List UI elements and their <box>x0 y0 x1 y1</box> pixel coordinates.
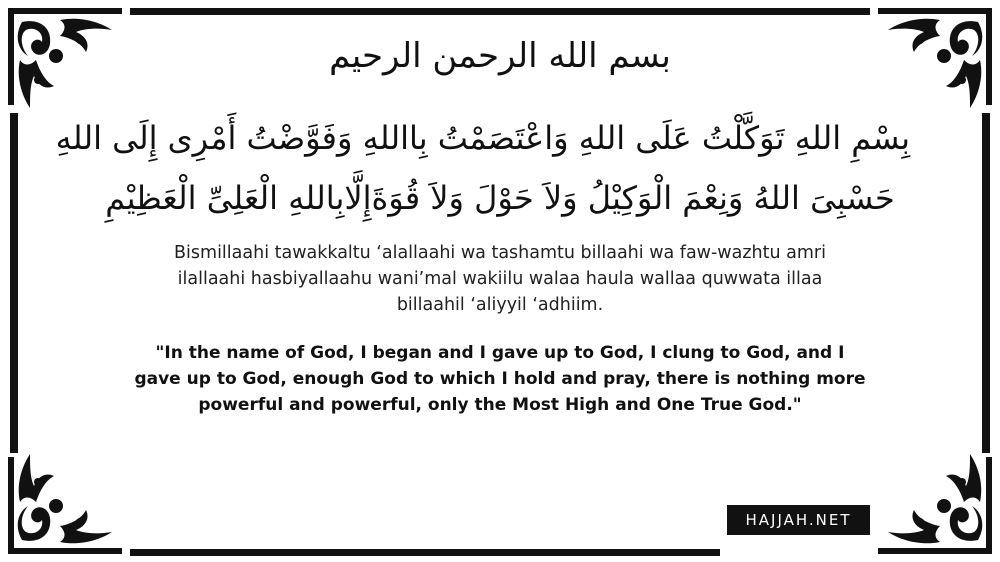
left-border-bar <box>10 113 18 453</box>
top-border-bar <box>130 8 870 15</box>
ornament-corner-top-right-icon <box>875 0 1000 110</box>
basmala-heading: بسم الله الرحمن الرحيم <box>329 36 671 76</box>
ornament-corner-top-left-icon <box>0 0 125 110</box>
site-watermark: HAJJAH.NET <box>727 505 870 535</box>
dua-arabic-text <box>55 108 910 228</box>
dua-arabic-line: حَسْبِىَ اللهُ وَنِعْمَ الْوَكِيْلُ وَلاَ حَوْلَ وَلاَ قُوَةَإِلَّابِاللهِ الْعَلِىِّ الْعَظِيْمِ <box>105 179 895 217</box>
ornament-corner-bottom-left-icon <box>0 452 125 562</box>
dua-transliteration <box>120 240 880 318</box>
transliteration-line: ilallaahi hasbiyallaahu wani’mal wakiilu walaa haula wallaa quwwata illaa <box>177 269 823 289</box>
meaning-line: powerful and powerful, only the Most High and One True God." <box>198 395 802 415</box>
transliteration-line: billaahil ‘aliyyil ‘adhiim. <box>396 295 604 315</box>
dua-arabic-line: بِسْمِ اللهِ تَوَكَّلْتُ عَلَى اللهِ وَاعْتَصَمْتُ بِااللهِ وَفَوَّضْتُ أَمْرِى إِلَى اللهِ <box>55 119 910 157</box>
right-border-bar <box>982 113 990 453</box>
meaning-line: gave up to God, enough God to which I hold and pray, there is nothing more <box>134 369 866 389</box>
meaning-line: "In the name of God, I began and I gave up to God, I clung to God, and I <box>155 343 845 363</box>
bottom-border-bar <box>130 549 720 556</box>
transliteration-line: Bismillaahi tawakkaltu ‘alallaahi wa tashamtu billaahi wa faw-wazhtu amri <box>174 243 826 263</box>
dua-meaning <box>120 340 880 418</box>
ornament-corner-bottom-right-icon <box>875 452 1000 562</box>
